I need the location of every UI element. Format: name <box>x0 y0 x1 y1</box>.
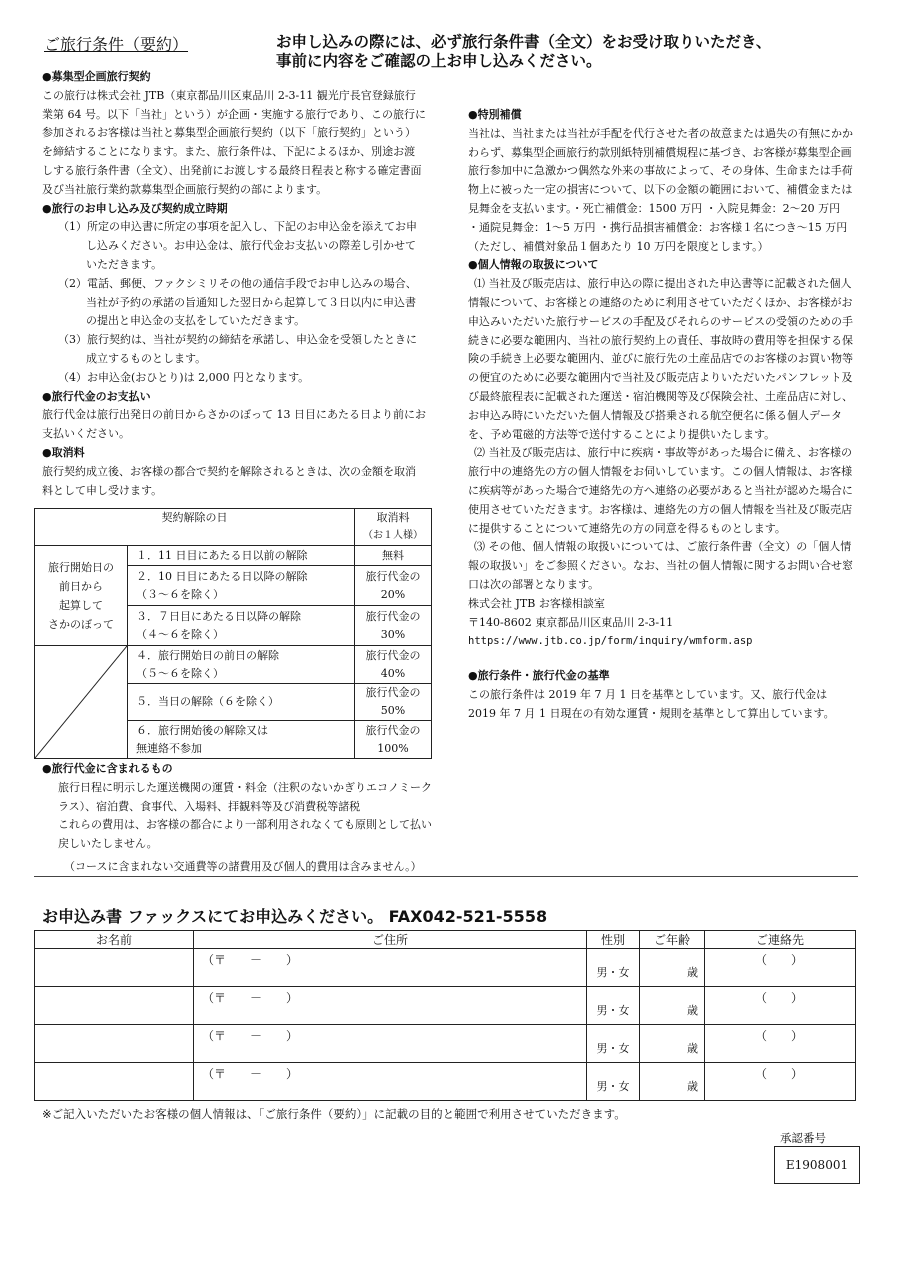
section-head: ●旅行代金のお支払い <box>42 389 151 403</box>
gender-field[interactable]: 男・女 <box>587 949 640 987</box>
table-cell: ５．当日の解除（６を除く） <box>128 684 355 721</box>
org-name: 株式会社 JTB お客様相談室 <box>468 596 605 610</box>
section-head: ●個人情報の取扱について <box>468 258 599 272</box>
table-row <box>35 646 432 684</box>
section-body: これらの費用は、お客様の都合により一部利用されなくても原則として払い戻しいたしません。 <box>58 818 432 851</box>
notice-line-1: お申し込みの際には、必ず旅行条件書（全文）をお受け取りいただき、 <box>276 32 772 51</box>
table-cell: 旅行代金の 30% <box>355 606 432 646</box>
table-row <box>35 1063 856 1101</box>
contact-field[interactable]: （ ） <box>705 987 856 1025</box>
name-field[interactable] <box>35 1063 194 1101</box>
approval-label: 承認番号 <box>780 1131 826 1145</box>
col-header-age: ご年齢 <box>640 931 705 949</box>
table-row <box>35 1025 856 1063</box>
table-cell: 旅行代金の 100% <box>355 721 432 759</box>
table-cell: ３．７日目にあたる日以降の解除 （４～６を除く） <box>128 606 355 646</box>
section-body: この旅行条件は 2019 年 7 月 1 日を基準としています。又、旅行代金は 2019 年 7 月 1 日現在の有効な運賃・規則を基準として算出しています。 <box>468 687 835 720</box>
age-field[interactable]: 歳 <box>640 987 705 1025</box>
address-field[interactable]: （〒 － ） <box>194 949 587 987</box>
left-column-bottom <box>42 760 432 877</box>
section-head: ●特別補償 <box>468 108 522 121</box>
address-field[interactable]: （〒 － ） <box>194 1025 587 1063</box>
diagonal-line <box>35 646 127 758</box>
name-field[interactable] <box>35 987 194 1025</box>
col-header-gender: 性別 <box>587 931 640 949</box>
section-body: 旅行代金は旅行出発日の前日からさかのぼって 13 日目にあたる日より前にお支払いください。 <box>42 408 426 441</box>
col-header-contact: ご連絡先 <box>705 931 856 949</box>
diagonal-cell <box>35 646 128 759</box>
list-item: （4）お申込金(おひとり)は 2,000 円となります。 <box>58 370 310 384</box>
section-body: 旅行日程に明示した運送機関の運賃・料金（注釈のないかぎりエコノミークラス）、宿泊費、食事代、入場料、拝観料等及び消費税等諸税 <box>58 780 432 813</box>
application-form-table <box>34 930 856 1101</box>
table-header: 契約解除の日 <box>35 509 355 546</box>
group-label-line: さかのぼって <box>48 617 114 631</box>
age-field[interactable]: 歳 <box>640 949 705 987</box>
col-header-address: ご住所 <box>194 931 587 949</box>
group-label-line: 旅行開始日の <box>48 560 114 574</box>
contact-field[interactable]: （ ） <box>705 1063 856 1101</box>
section-body: 当社は、当社または当社が手配を代行させた者の故意または過失の有無にかかわらず、募集型企画旅行約款別紙特別補償規程に基づき、お客様が募集型企画旅行参加中に急激かつ偶然な外来の事故によって、その身体、生命または手荷物上に被った一定の損害について、以下の金額の範囲において、補償金または見舞金を支払います。・死亡補償金：1500 万円 ・入院見舞金：2～20 万円 ・通院見舞金：1～5 万円 ・携行品損害補償金：お客様１名につき～15 万円（ただし、補償対象品１個あたり 10 万円を限度とします。） <box>468 126 853 253</box>
privacy-note: ※ご記入いただいたお客様の個人情報は、「ご旅行条件（要約）」に記載の目的と範囲で利用させていただきます。 <box>42 1107 626 1121</box>
table-cell: ６．旅行開始後の解除又は 無連絡不参加 <box>128 721 355 759</box>
table-cell: ２．10 日目にあたる日以降の解除 （３～６を除く） <box>128 566 355 606</box>
section-head: ●旅行代金に含まれるもの <box>42 762 173 775</box>
section-head: ●旅行のお申し込み及び契約成立時期 <box>42 201 228 215</box>
table-cell: 旅行代金の 20% <box>355 566 432 606</box>
section-body: ⑴ 当社及び販売店は、旅行申込の際に提出された申込書等に記載された個人情報について、お客様との連絡のために利用させていただくほか、お客様がお申込みいただいた旅行サービスの手配及びそれらのサービスの受領のための手続きに必要な範囲内、当社の旅行契約上の責任、事故時の費用等を担保する保険の手続き上必要な範囲内、並びに旅行先の土産品店でのお客様のお買い物等の便宜のために必要な範囲内で当社及び販売店よりいただいたパンフレット及び最終旅程表に記載された運送・宿泊機関等及び保険会社、土産品店に対し、お申込み時にいただいた個人情報及び搭乗される航空便名に係る個人データを、予め電磁的方法等で送付することにより提供いたします。 <box>468 277 853 441</box>
table-cell: 旅行代金の 50% <box>355 684 432 721</box>
gender-field[interactable]: 男・女 <box>587 1025 640 1063</box>
right-column <box>468 106 854 724</box>
contact-field[interactable]: （ ） <box>705 949 856 987</box>
table-cell: ４．旅行開始日の前日の解除 （５～６を除く） <box>128 646 355 684</box>
inquiry-url[interactable]: https://www.jtb.co.jp/form/inquiry/wmform.asp <box>468 635 753 648</box>
section-head: ●募集型企画旅行契約 <box>42 70 151 83</box>
form-title: お申込み書 ファックスにてお申込みください。 FAX042-521-5558 <box>42 907 548 926</box>
section-body: ⑶ その他、個人情報の取扱いについては、ご旅行条件書（全文）の「個人情報の取扱い」をご参照ください。なお、当社の個人情報に関するお問い合せ窓口は次の部署となります。 <box>468 540 853 591</box>
section-head: ●取消料 <box>42 445 85 459</box>
gender-field[interactable]: 男・女 <box>587 1063 640 1101</box>
table-header <box>355 509 432 546</box>
group-label <box>35 546 128 646</box>
section-note: （コースに含まれない交通費等の諸費用及び個人的費用は含みません。） <box>64 859 422 873</box>
section-body: この旅行は株式会社 JTB（東京都品川区東品川 2-3-11 観光庁長官登録旅行業第 64 号。以下「当社」という）が企画・実施する旅行であり、この旅行に参加されるお客様は当社と募集型企画旅行契約（以下「旅行契約」という）を締結することになります。また、旅行条件は、下記によるほか、別途お渡しする旅行条件書（全文）、出発前にお渡しする最終日程表と称する確定書面及び当社旅行業約款募集型企画旅行契約の部によります。 <box>42 88 426 196</box>
org-address: 〒140-8602 東京都品川区東品川 2-3-11 <box>468 615 674 629</box>
cancellation-fee-table <box>34 508 432 759</box>
group-label-line: 前日から <box>59 579 103 593</box>
notice <box>276 32 771 70</box>
fee-header-sub: （お１人様） <box>363 530 423 541</box>
section-body: 旅行契約成立後、お客様の都合で契約を解除されるときは、次の金額を取消料として申し受けます。 <box>42 464 416 497</box>
notice-line-2: 事前に内容をご確認の上お申し込みください。 <box>276 51 602 70</box>
gender-field[interactable]: 男・女 <box>587 987 640 1025</box>
approval-number: E1908001 <box>774 1146 860 1184</box>
age-field[interactable]: 歳 <box>640 1063 705 1101</box>
name-field[interactable] <box>35 1025 194 1063</box>
table-row <box>35 546 432 566</box>
divider <box>34 876 858 877</box>
section-body: ⑵ 当社及び販売店は、旅行中に疾病・事故等があった場合に備え、お客様の旅行中の連絡先の方の個人情報をお伺いしています。この個人情報は、お客様に疾病等があった場合で連絡先の方へ連絡の必要があると当社が認めた場合に使用させていただきます。お客様は、連絡先の方の個人情報を当社及び販売店に提供することについて連絡先の方の同意を得るものとします。 <box>468 446 853 535</box>
age-field[interactable]: 歳 <box>640 1025 705 1063</box>
section-head: ●旅行条件・旅行代金の基準 <box>468 669 610 683</box>
table-cell: １．11 日目にあたる日以前の解除 <box>128 546 355 566</box>
address-field[interactable]: （〒 － ） <box>194 987 587 1025</box>
contact-field[interactable]: （ ） <box>705 1025 856 1063</box>
group-label-line: 起算して <box>59 598 103 612</box>
name-field[interactable] <box>35 949 194 987</box>
page-title: ご旅行条件（要約） <box>44 35 189 54</box>
list-item: （3）旅行契約は、当社が契約の締結を承諾し、申込金を受領したときに成立するものとします。 <box>58 333 417 365</box>
fee-header-label: 取消料 <box>376 511 410 524</box>
table-row <box>35 949 856 987</box>
table-cell: 旅行代金の 40% <box>355 646 432 684</box>
table-cell: 無料 <box>355 546 432 566</box>
list-item: （2）電話、郵便、ファクシミリその他の通信手段でお申し込みの場合、当社が予約の承諾の旨通知した翌日から起算して３日以内に申込書の提出と申込金の支払をしていただきます。 <box>58 276 417 328</box>
left-column <box>42 68 426 500</box>
col-header-name: お名前 <box>35 931 194 949</box>
list-item: （1）所定の申込書に所定の事項を記入し、下記のお申込金を添えてお申し込みください。お申込金は、旅行代金お支払いの際差し引かせていただきます。 <box>58 220 417 271</box>
table-row <box>35 987 856 1025</box>
address-field[interactable]: （〒 － ） <box>194 1063 587 1101</box>
